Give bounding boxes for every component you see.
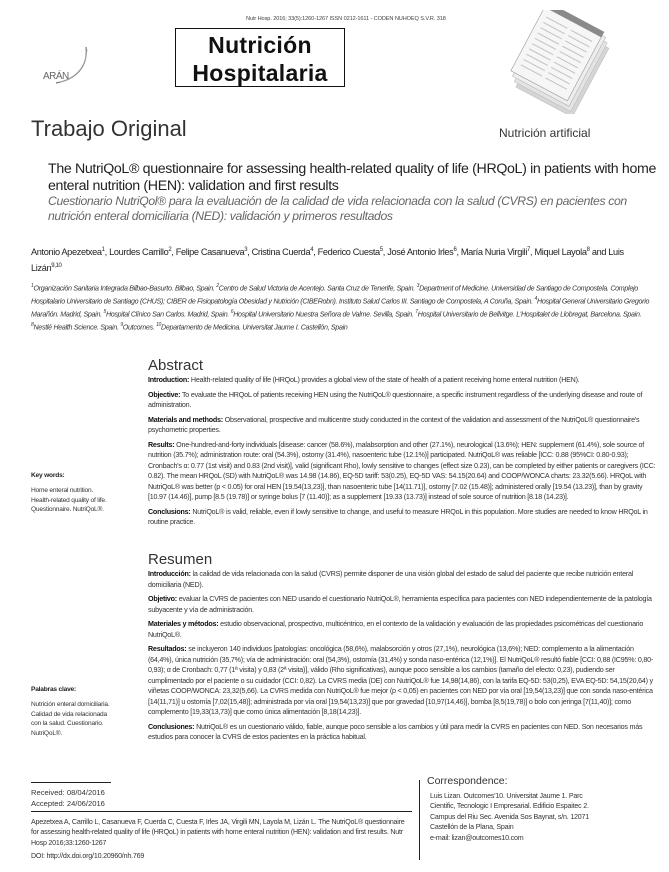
abstract-section-text: To evaluate the HRQoL of patients receiving HEN using the NutriQoL® questionnaire, a specific instrument regardless of the underlying disease and route of administration. (148, 390, 643, 409)
affiliation-number: 3 (416, 283, 420, 289)
abstract-section-text: Health-related quality of life (HRQoL) provides a global view of the state of health of a patient receiving home enteral nutrition (HEN). (189, 376, 580, 384)
affiliation: Organización Sanitaria Integrada Bilbao-Basurto. Bilbao, Spain. (33, 284, 215, 293)
correspondence-bar (419, 780, 420, 860)
publisher-logo-text: ARÁN (43, 71, 69, 82)
resumen-section-label: Conclusiones: (148, 722, 195, 731)
affiliation: Hospital General Universitario Gregorio Marañón. Madrid, Spain. (31, 297, 650, 319)
author-affiliation-marker: 8 (586, 247, 590, 253)
affiliation: Hospital Clínico San Carlos. Madrid, Spain. (105, 310, 230, 319)
resumen-heading: Resumen (148, 551, 213, 568)
author: Miquel Layola (534, 247, 587, 258)
abstract-section-label: Objective: (148, 390, 181, 399)
affiliation: Hospital Universitario de Bellvitge. L'Hospitalet de Llobregat, Barcelona. Spain. (417, 310, 642, 319)
received-date: Received: 08/04/2016 (31, 788, 105, 797)
citation: Apezetxea A, Carrillo L, Casanueva F, Cuerda C, Cuesta F, Irles JA, Virgili MN, Layola M, Lizán L. The NutriQoL® questionnaire for assessing health-related quality of life (HRQoL) in patients with home enteral nutrition (HEN): validation and first results. Nutr Hosp 2016;33:1260-1267 (31, 818, 405, 847)
author: Luis Lizán (31, 247, 624, 274)
affiliation-number: 7 (415, 309, 418, 316)
correspondence-line: Castellón de la Plana, Spain (430, 823, 514, 832)
journal-stack-icon (506, 10, 636, 114)
keywords-en (31, 471, 111, 515)
affiliation: Outcomes. (122, 323, 155, 332)
correspondence-line: Cientific, Tecnologic I Empresarial. Edificio Espaitec 2. (430, 802, 589, 811)
affiliation-number: 8 (31, 322, 34, 329)
resumen-section-text: la calidad de vida relacionada con la salud (CVRS) permite disponer de una visión global del estado de salud del paciente que recibe nutrición enteral domiciliaria (NED). (148, 570, 634, 589)
citation-divider (31, 811, 412, 812)
author-affiliation-marker: 6 (453, 247, 457, 253)
abstract-section (148, 390, 658, 411)
abstract-section-label: Conclusions: (148, 507, 191, 516)
abstract-section (148, 507, 658, 528)
affiliation-number: 6 (230, 309, 234, 316)
affiliation: Department of Medicine. Universidad de Santiago de Compostela. Complejo Hospitalario Universitario de Santiago (CHUS); CIBER de Fisiopatología Obesidad y Nutrición (CIBERobn). Instituto Salud Carlos III. Santiago de Compostela, A Coruña, Spain. (31, 284, 638, 306)
resumen-section-text: estudio observacional, prospectivo, multicéntrico, en el contexto de la validación y evaluación de las propiedades psicométricas del cuestionario NutriQoL®. (148, 620, 644, 639)
affiliation-number: 10 (156, 322, 162, 329)
resumen-section-text: evaluar la CVRS de pacientes con NED usando el cuestionario NutriQoL®, herramienta específica para pacientes con NED independientemente de la patología subyacente y vía de administración. (148, 595, 652, 614)
author-affiliation-marker: 4 (310, 247, 314, 253)
abstract-section-label: Introduction: (148, 376, 190, 384)
affiliation: Hospital Universitario Nuestra Señora de Valme. Sevilla, Spain. (233, 310, 414, 319)
resumen-section (148, 722, 658, 743)
resumen-section-label: Resultados: (148, 645, 187, 653)
abstract-section-text: Observational, prospective and multicentre study conducted in the context of the validation and assessment of the NutriQoL® questionnaire's psychometric properties. (148, 415, 640, 434)
abstract-section-label: Materials and methods: (148, 415, 223, 424)
abstract-section-label: Results: (148, 440, 175, 449)
author-affiliation-marker: 7 (527, 247, 531, 253)
author-affiliation-marker: 9,10 (51, 263, 62, 270)
abstract-heading: Abstract (148, 357, 204, 374)
resumen-body (148, 569, 658, 747)
affiliation: Nestlé Health Science. Spain. (33, 323, 119, 332)
journal-name-line1: Nutrición (208, 32, 312, 58)
keywords-list: Home enteral nutrition. Health-related quality of life. Questionnaire. NutriQoL®. (31, 486, 107, 514)
article-title-es: Cuestionario NutriQol® para la evaluación de la calidad de vida relacionada con la salud (CVRS) en pacientes con nutrición enteral domiciliaria (NED): validación y primeros resultados (48, 194, 627, 223)
resumen-section (148, 644, 658, 718)
author: Cristina Cuerda (251, 247, 311, 258)
affiliations (31, 281, 656, 333)
author-affiliation-marker: 1 (101, 247, 105, 253)
affiliation-number: 9 (120, 322, 123, 329)
affiliation-number: 4 (534, 296, 538, 303)
palabras-clave-label: Palabras clave: (31, 686, 77, 693)
dates-block (31, 788, 105, 810)
author: Lourdes Carrillo (109, 247, 169, 258)
author-affiliation-marker: 2 (168, 247, 172, 253)
accepted-date: Accepted: 24/06/2016 (31, 798, 105, 808)
author-list: Antonio Apezetxea$^1$, Lourdes Carrillo$^2$, Felipe Casanueva$^3$, Cristina Cuerda$^4$, Federico Cuesta$^5$, José Antonio Irles$^6$, María Nuria Virgili$^7$, Miquel Layola$^8$ and Luis Lizán$^{9,10}$ (31, 247, 624, 274)
author-affiliation-marker: 3 (244, 247, 248, 253)
abstract-body (148, 375, 658, 532)
abstract-section (148, 440, 658, 503)
author-joiner: and (591, 247, 607, 258)
resumen-section (148, 594, 658, 615)
affiliation: Departamento de Medicina. Universitat Jaume I. Castellón, Spain (161, 323, 348, 332)
publisher-logo (42, 45, 102, 89)
resumen-section (148, 569, 658, 590)
journal-section: Nutrición artificial (499, 126, 591, 140)
author-affiliation-marker: 5 (379, 247, 383, 253)
journal-reference: Nutr Hosp. 2016; 33(5):1260-1267 ISSN 0212-1611 - CODEN NUHOEQ S.V.R. 318 (246, 16, 446, 22)
author: Federico Cuesta (317, 247, 380, 258)
correspondence-line: Campus del Riu Sec. Avenida Sos Baynat, s/n. 12071 (430, 812, 590, 821)
abstract-section-text: One-hundred-and-forty individuals [disease: cancer (58.6%), malabsorption and other (27.1%), neurological (13.6%); HEN: supplement (61.4%), sole source of nutrition (35.7%); administration route: oral (54.3%), ostomy (31.4%), nasoenteric tube (12.1%)] participated. NutriQoL® was reliable [ICC: 0.88 (95%CI: 0.80-0.93); Cronbach's α: 0.77 (1st visit) and 0.83 (2nd visit)], valid (significant Rho), lowly sensitive to changes (effect size 0.23), can be completed by either patients or caregivers (ICC: 0.82). The mean HRQoL (SD) with NutriQoL® was 14.98 (14.86), EQ-5D tariff: 53(0.25), EQ-5D VAS: 54.15(20.64) and COOP/WONCA charts: 23.32(5.66). HRQoL with NutriQoL® was better (p < 0.05) for oral HEN [19.54(13,23)], than nasoenteric tube [14(11.71)], ostomy [7.02 (15.48)]; administered orally [19.54 (13.23)], than by gravity [10.97 (14.46)], pump [8.5 (19.78)] or syringe bolus [7 (11.40)]; as a supplement [19.33 (13.73)] instead of sole source of nutrition [8.18 (14.23)]. (148, 440, 656, 501)
author: Felipe Casanueva (175, 247, 245, 258)
affiliation: Centro de Salud Victoria de Acentejo. Santa Cruz de Tenerife, Spain. (218, 284, 415, 293)
resumen-section-text: se incluyeron 140 individuos [patologías: oncológica (58,6%), malabsorción y otros (27,1%), neurológica (13,6%); NED: complemento a la alimentación (64,4%), única nutrición (35,7%); vía de administración: oral (54,3%), ostomía (31,4%) y sonda naso-entérica (12,1%)]. El NutriQoL® resultó fiable [CCI: 0,88 (IC95%: 0,80-0,93); α de Cronbach: 0,77 (1ª visita) y 0,83 (2ª visita)], válido (Rho significativas), aunque poco sensible a los cambios (tamaño del efecto: 0,23), pudiendo ser cumplimentado por el paciente o su cuidador (CCI: 0,82). La CVRS media (DE) con NutriQoL® fue 14,98(14,86), con la tarifa EQ-5D: 53(0,25), EVA EQ-5D: 54,15(20,64) y viñetas COOP/WONCA: 23,32(5,66). La CVRS medida con NutriQoL® fue mejor (p < 0,05) en pacientes con NED por vía oral [19,54(13,23)] que con sonda naso-entérica [14(11,71)] u ostomía [7,02(15,48)]; administrada por vía oral [19,54(13,23)] que por gravedad [10,97(14,46)], bomba [8,5(19,78)] o bolo con jeringa [7(11,40)]; como complemento [19,33(13,73)] que como única alimentación [8,18(14,23)]. (148, 645, 654, 716)
keywords-label: Key words: (31, 472, 65, 479)
doi-link[interactable]: DOI: http://dx.doi.org/10.20960/nh.769 (31, 852, 145, 860)
author: María Nuria Virgili (460, 247, 528, 258)
author: José Antonio Irles (387, 247, 454, 258)
correspondence-email[interactable]: e-mail: lizan@outcomes10.com (430, 833, 524, 842)
dates-divider (31, 782, 111, 783)
resumen-section (148, 619, 658, 640)
journal-masthead (175, 28, 345, 87)
abstract-section (148, 415, 658, 436)
journal-name-line2: Hospitalaria (192, 60, 328, 86)
resumen-section-label: Materiales y métodos: (148, 620, 219, 628)
correspondence-line: Luis Lizan. Outcomes'10. Universitat Jaume 1. Parc (430, 792, 583, 800)
correspondence-address (430, 791, 665, 843)
affiliation-number: 2 (216, 283, 219, 289)
affiliation-number: 5 (103, 309, 106, 316)
author: Antonio Apezetxea (31, 247, 102, 258)
article-title-en: The NutriQoL® questionnaire for assessing health-related quality of life (HRQoL) in patients with home enteral nutrition (HEN): validation and first results (48, 161, 656, 194)
article-type: Trabajo Original (31, 116, 187, 141)
resumen-section-label: Introducción: (148, 570, 191, 578)
keywords-es (31, 685, 111, 739)
palabras-clave-list: Nutrición enteral domiciliaria. Calidad de vida relacionada con la salud. Cuestionario. NutriQoL®. (31, 700, 110, 738)
resumen-section-text: NutriQoL® es un cuestionario válido, fiable, aunque poco sensible a los cambios y útil para medir la CVRS en pacientes con NED. Son necesarios más estudios para conocer la CVRS de estos pacientes en la práctica habitual. (148, 722, 643, 741)
abstract-section-text: NutriQoL® is valid, reliable, even if lowly sensitive to change, and useful to measure HRQoL in this population. More studies are needed to know HRQoL in routine practice. (148, 507, 648, 526)
correspondence-heading: Correspondence: (427, 775, 508, 787)
abstract-section (148, 375, 658, 386)
resumen-section-label: Objetivo: (148, 595, 177, 603)
affiliation-number: 1 (31, 283, 34, 289)
